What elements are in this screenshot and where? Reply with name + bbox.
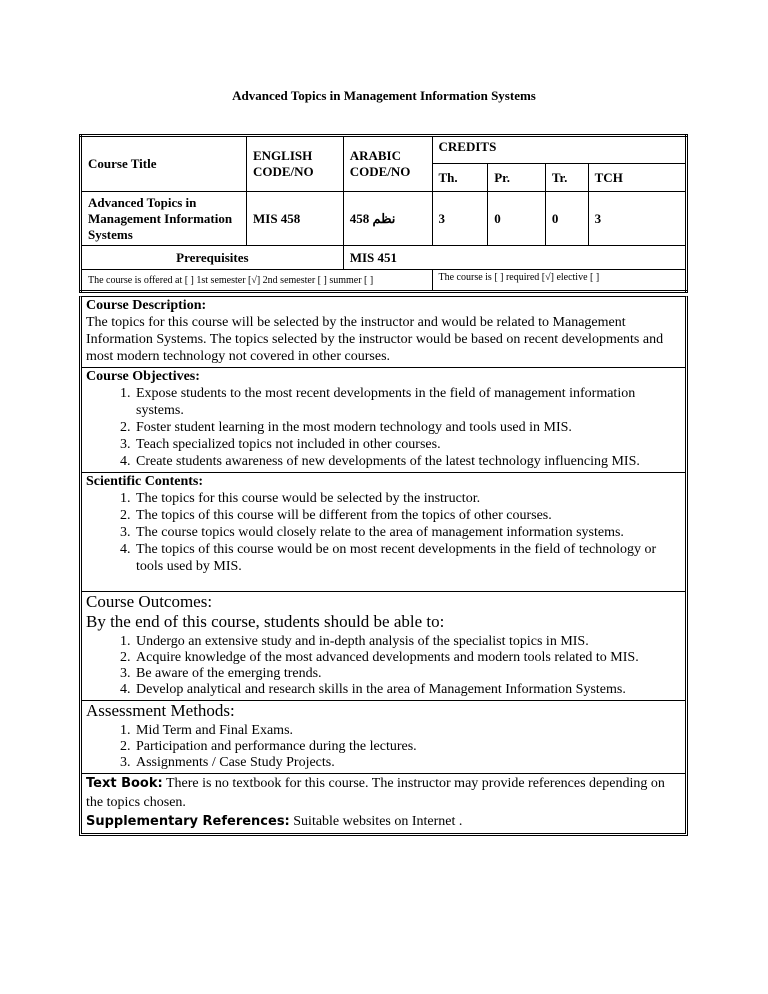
list-item: 2. Foster student learning in the most modern technology and tools used in MIS. bbox=[134, 419, 685, 436]
tch-header: TCH bbox=[588, 164, 686, 192]
scientific-contents-section bbox=[82, 473, 685, 592]
arabic-code-header bbox=[343, 136, 432, 192]
course-name-line2: Management Information bbox=[88, 210, 233, 226]
outcomes-list bbox=[86, 634, 685, 698]
course-description-text: The topics for this course will be selected by the instructor and would be related to Management Information Systems. The topics selected by the instructor would be based on recent developments and most modern technology not covered in other courses. bbox=[86, 315, 664, 364]
english-code-value: MIS 458 bbox=[247, 192, 344, 246]
list-item: 1. Undergo an extensive study and in-depth analysis of the specialist topics in MIS. bbox=[134, 634, 685, 650]
offered-semester-text: The course is offered at [ ] 1st semester [√] 2nd semester [ ] summer [ ] bbox=[81, 270, 433, 292]
assessment-list bbox=[86, 723, 685, 771]
course-description-section bbox=[82, 297, 685, 368]
th-value: 3 bbox=[432, 192, 488, 246]
course-objectives-heading: Course Objectives: bbox=[86, 369, 200, 384]
contents-list bbox=[86, 490, 685, 575]
list-item: 4. The topics of this course would be on most recent developments in the field of technology or tools used by MIS. bbox=[134, 541, 685, 575]
list-item: 1. Expose students to the most recent developments in the field of management information systems. bbox=[134, 385, 685, 419]
list-item: 4. Develop analytical and research skills in the area of Management Information Systems. bbox=[134, 682, 685, 698]
objectives-list bbox=[86, 385, 685, 470]
pr-header: Pr. bbox=[488, 164, 546, 192]
course-name-line1: Advanced Topics in bbox=[88, 194, 197, 210]
list-item: 2. Acquire knowledge of the most advanced developments and modern tools related to MIS. bbox=[134, 650, 685, 666]
list-item: 3. Assignments / Case Study Projects. bbox=[134, 755, 685, 771]
list-item: 2. Participation and performance during the lectures. bbox=[134, 739, 685, 755]
list-item: 1. Mid Term and Final Exams. bbox=[134, 723, 685, 739]
list-item: 1. The topics for this course would be selected by the instructor. bbox=[134, 490, 685, 507]
list-item: 2. The topics of this course will be different from the topics of other courses. bbox=[134, 507, 685, 524]
arabic-code-header-line2: CODE/NO bbox=[349, 164, 411, 179]
pr-value: 0 bbox=[488, 192, 546, 246]
course-outcomes-intro: By the end of this course, students should be able to: bbox=[86, 612, 445, 631]
english-code-header bbox=[247, 136, 344, 192]
course-description-heading: Course Description: bbox=[86, 298, 207, 313]
tr-header: Tr. bbox=[545, 164, 588, 192]
course-info-table bbox=[79, 134, 688, 293]
textbook-text: There is no textbook for this course. The instructor may provide references depending on the topics chosen. bbox=[86, 776, 665, 810]
list-item: 4. Create students awareness of new developments of the latest technology influencing MIS. bbox=[134, 453, 685, 470]
course-objectives-section bbox=[82, 368, 685, 473]
tch-value: 3 bbox=[588, 192, 686, 246]
list-item: 3. Be aware of the emerging trends. bbox=[134, 666, 685, 682]
scientific-contents-heading: Scientific Contents: bbox=[86, 474, 204, 489]
required-elective-text: The course is [ ] required [√] elective [ ] bbox=[432, 270, 687, 292]
english-code-header-line1: ENGLISH bbox=[253, 148, 313, 163]
arabic-code-value: 458 نظم bbox=[343, 192, 432, 246]
supplementary-text: Suitable websites on Internet . bbox=[293, 814, 463, 829]
document-title: Advanced Topics in Management Information Systems bbox=[232, 88, 536, 103]
assessment-methods-section bbox=[82, 701, 685, 774]
textbook-label: Text Book: bbox=[86, 776, 163, 791]
tr-value: 0 bbox=[545, 192, 588, 246]
course-name-cell bbox=[81, 192, 247, 246]
course-title-header: Course Title bbox=[81, 136, 247, 192]
list-item: 3. Teach specialized topics not included in other courses. bbox=[134, 436, 685, 453]
arabic-code-header-line1: ARABIC bbox=[349, 148, 401, 163]
course-outcomes-section bbox=[82, 592, 685, 701]
prerequisites-value: MIS 451 bbox=[343, 246, 686, 270]
supplementary-label: Supplementary References: bbox=[86, 814, 290, 829]
course-sections bbox=[79, 296, 688, 836]
assessment-methods-heading: Assessment Methods: bbox=[86, 701, 235, 720]
prerequisites-label: Prerequisites bbox=[81, 246, 344, 270]
list-item: 3. The course topics would closely relate to the area of management information systems. bbox=[134, 524, 685, 541]
credits-header: CREDITS bbox=[432, 136, 687, 164]
course-outcomes-heading: Course Outcomes: bbox=[86, 592, 213, 611]
course-name-line3: Systems bbox=[88, 226, 133, 242]
textbook-section bbox=[82, 774, 685, 833]
english-code-header-line2: CODE/NO bbox=[253, 164, 314, 179]
th-header: Th. bbox=[432, 164, 488, 192]
